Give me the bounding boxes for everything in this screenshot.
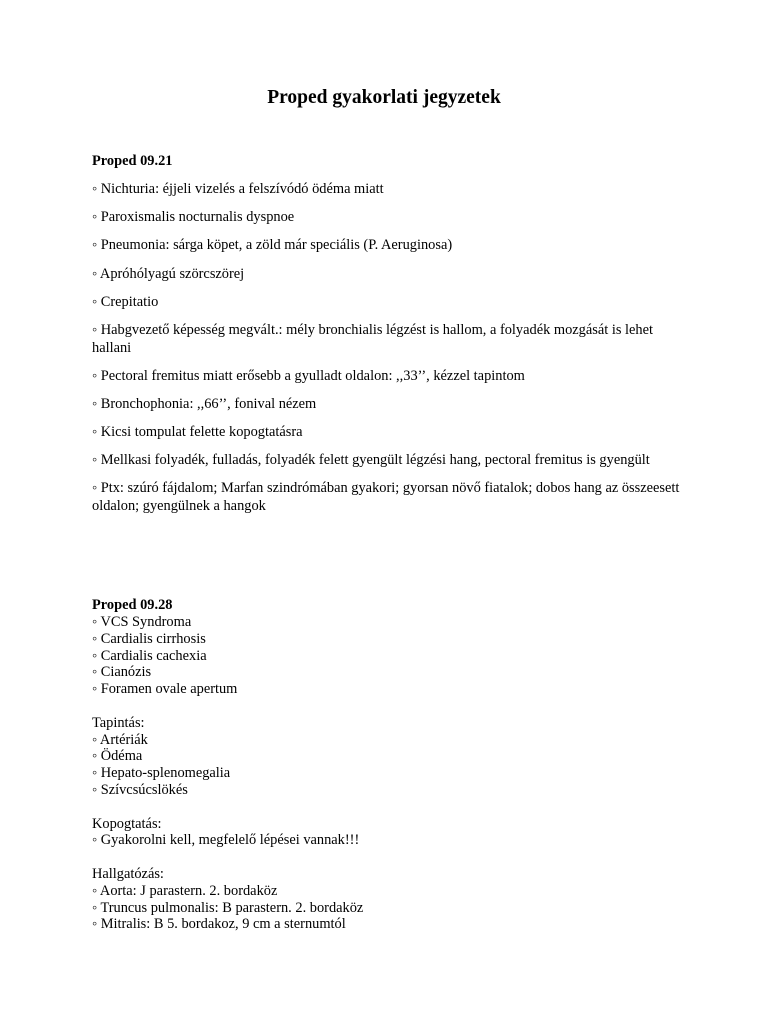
list-item: ◦ Foramen ovale apertum [92, 681, 238, 698]
bullet-icon: ◦ [92, 181, 98, 197]
bullet-icon: ◦ [92, 321, 98, 338]
list-item: ◦ Hepato-splenomegalia [92, 765, 231, 782]
bullet-icon: ◦ [92, 367, 98, 384]
list-item: ◦ Cianózis [92, 664, 152, 681]
section-heading: Proped 09.28 [92, 597, 173, 613]
list-item: ◦ Pneumonia: sárga köpet, a zöld már speciális (P. Aeruginosa) [92, 237, 453, 254]
group-label: Hallgatózás: [92, 865, 164, 882]
bullet-icon: ◦ [92, 681, 98, 698]
bullet-icon: ◦ [92, 395, 98, 412]
list-item: ◦ Bronchophonia: ,,66’’, fonival nézem [92, 395, 317, 412]
group-tapintas [92, 715, 682, 799]
list-item: ◦ VCS Syndroma [92, 614, 192, 630]
list-item: ◦ Paroxismalis nocturnalis dyspnoe [92, 209, 295, 226]
bullet-icon: ◦ [92, 731, 98, 748]
bullet-icon: ◦ [92, 480, 98, 497]
bullet-list [92, 181, 682, 516]
list-item: ◦ Truncus pulmonalis: B parastern. 2. bordaköz [92, 899, 364, 916]
group-hallgatozas [92, 866, 682, 933]
section-heading: Proped 09.21 [92, 153, 173, 169]
document-title: Proped gyakorlati jegyzetek [267, 87, 501, 108]
group-label: Kopogtatás: [92, 815, 162, 832]
bullet-icon: ◦ [92, 882, 98, 899]
bullet-icon: ◦ [92, 647, 98, 664]
section-proped-0928 [92, 597, 682, 933]
list-item: ◦ Apróhólyagú szörcszörej [92, 265, 245, 282]
section-proped-0921 [92, 153, 682, 526]
bullet-icon: ◦ [92, 265, 98, 282]
list-item: ◦ Habgvezető képesség megvált.: mély bronchialis légzést is hallom, a folyadék mozgását is lehet hallani [92, 321, 653, 356]
list-item: ◦ Ödéma [92, 748, 143, 765]
bullet-icon: ◦ [92, 452, 98, 469]
list-item: ◦ Mitralis: B 5. bordakoz, 9 cm a sternumtól [92, 916, 346, 933]
bullet-icon: ◦ [92, 899, 98, 916]
list-item: ◦ Mellkasi folyadék, fulladás, folyadék felett gyengült légzési hang, pectoral fremitus is gyengült [92, 452, 650, 469]
list-item: ◦ Nichturia: éjjeli vizelés a felszívódó ödéma miatt [92, 181, 384, 197]
bullet-icon: ◦ [92, 209, 98, 226]
bullet-list [92, 614, 682, 698]
list-item: ◦ Cardialis cirrhosis [92, 630, 206, 647]
group-label: Tapintás: [92, 714, 145, 731]
bullet-icon: ◦ [92, 765, 98, 782]
bullet-icon: ◦ [92, 424, 98, 441]
list-item: ◦ Artériák [92, 731, 148, 748]
list-item: ◦ Cardialis cachexia [92, 647, 207, 664]
list-item: ◦ Pectoral fremitus miatt erősebb a gyulladt oldalon: ,,33’’, kézzel tapintom [92, 367, 525, 384]
bullet-icon: ◦ [92, 237, 98, 254]
bullet-icon: ◦ [92, 630, 98, 647]
list-item: ◦ Crepitatio [92, 293, 159, 310]
group-kopogtatas [92, 816, 682, 850]
bullet-icon: ◦ [92, 832, 98, 849]
bullet-icon: ◦ [92, 916, 98, 933]
bullet-icon: ◦ [92, 664, 98, 681]
bullet-icon: ◦ [92, 748, 98, 765]
list-item: ◦ Aorta: J parastern. 2. bordaköz [92, 882, 278, 899]
list-item: ◦ Szívcsúcslökés [92, 781, 188, 798]
list-item: ◦ Ptx: szúró fájdalom; Marfan szindrómában gyakori; gyorsan növő fiatalok; dobos hang az összeesett oldalon; gyengülnek a hangok [92, 480, 680, 515]
bullet-icon: ◦ [92, 614, 98, 630]
list-item: ◦ Gyakorolni kell, megfelelő lépései vannak!!! [92, 832, 360, 849]
bullet-icon: ◦ [92, 293, 98, 310]
bullet-icon: ◦ [92, 781, 98, 798]
list-item: ◦ Kicsi tompulat felette kopogtatásra [92, 424, 303, 441]
